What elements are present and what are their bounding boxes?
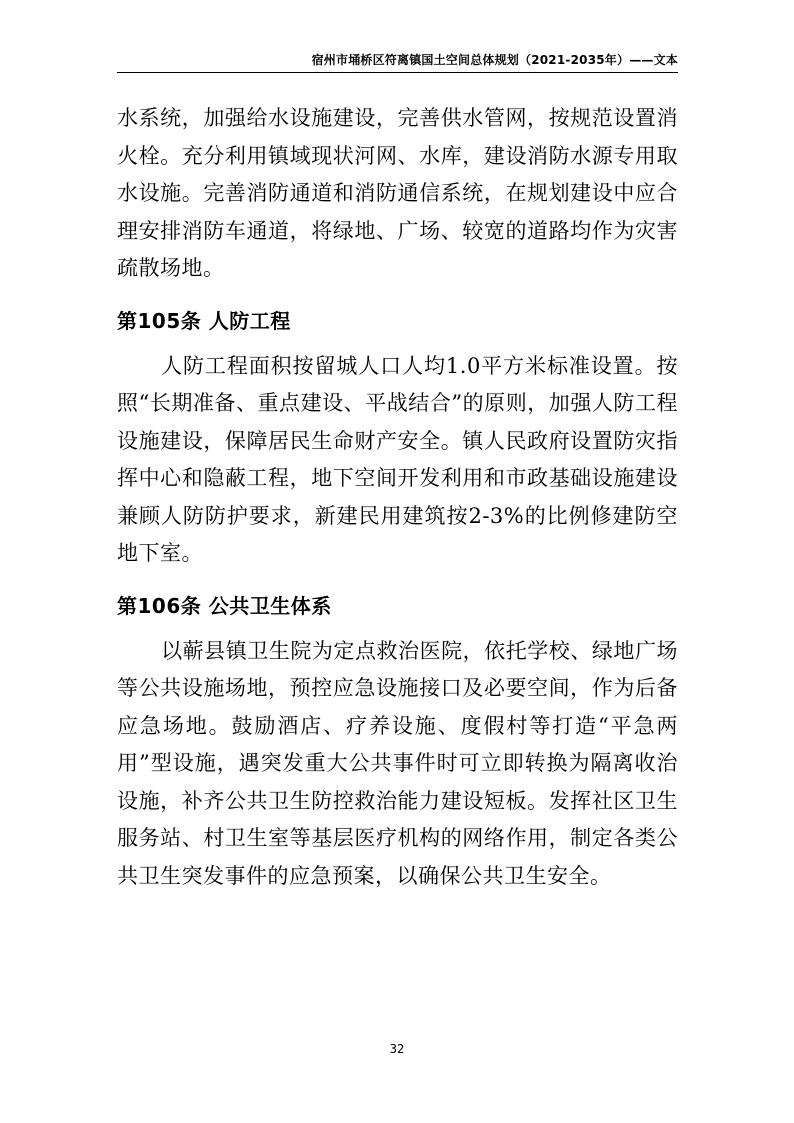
continued-paragraph: 水系统，加强给水设施建设，完善供水管网，按规范设置消火栓。充分利用镇域现状河网、水库，建设消防水源专用取水设施。完善消防通道和消防通信系统，在规划建设中应合理安排消防车通道，将绿地、广场、较宽的道路均作为灾害疏散场地。: [117, 106, 678, 280]
section-paragraph-105: 人防工程面积按留城人口人均1.0平方米标准设置。按照“长期准备、重点建设、平战结合”的原则，加强人防工程设施建设，保障居民生命财产安全。镇人民政府设置防灾指挥中心和隐蔽工程，地下空间开发利用和市政基础设施建设兼顾人防防护要求，新建民用建筑按2-3%的比例修建防空地下室。: [117, 353, 678, 565]
page-number: 32: [389, 1042, 405, 1056]
header-divider: [117, 72, 678, 73]
section-heading-105: 第105条 人防工程: [117, 308, 291, 333]
document-body: [117, 100, 678, 895]
section-heading-106: 第106条 公共卫生体系: [117, 593, 332, 618]
section-paragraph-106: 以蕲县镇卫生院为定点救治医院，依托学校、绿地广场等公共设施场地，预控应急设施接口及必要空间，作为后备应急场地。鼓励酒店、疗养设施、度假村等打造“平急两用”型设施，遇突发重大公共事件时可立即转换为隔离收治设施，补齐公共卫生防控救治能力建设短板。发挥社区卫生服务站、村卫生室等基层医疗机构的网络作用，制定各类公共卫生突发事件的应急预案，以确保公共卫生安全。: [117, 638, 678, 888]
running-header: 宿州市埇桥区符离镇国土空间总体规划（2021-2035年）——文本: [311, 53, 678, 67]
